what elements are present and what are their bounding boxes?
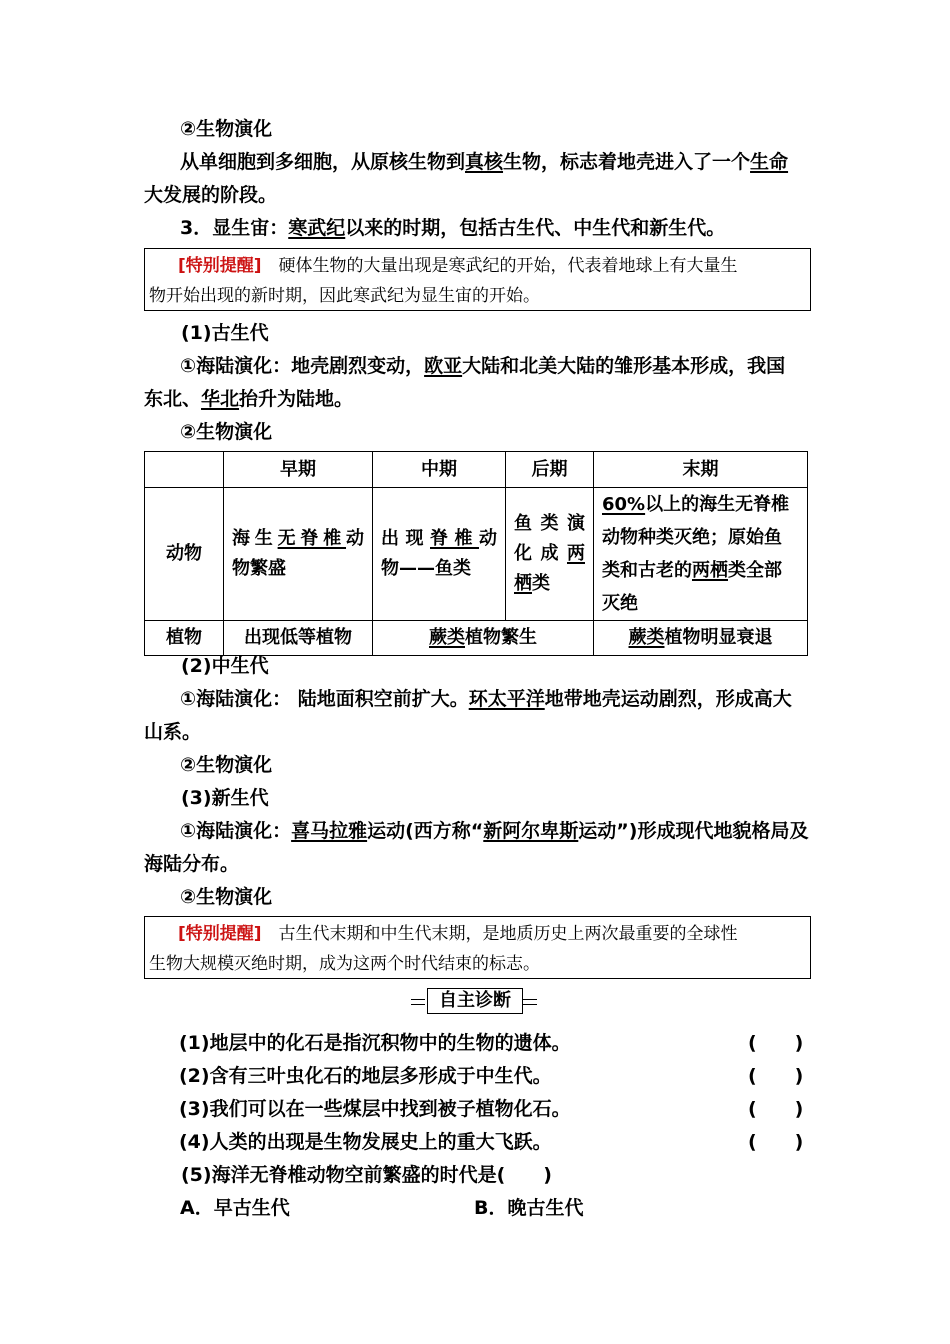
question-2: (2)含有三叶虫化石的地层多形成于中生代。: [179, 1065, 552, 1087]
question-4: (4)人类的出现是生物发展史上的重大飞跃。: [179, 1131, 552, 1153]
underlined-term: 华北: [201, 388, 240, 410]
question-3: (3)我们可以在一些煤层中找到被子植物化石。: [179, 1098, 571, 1120]
banner-right-bar: [523, 999, 537, 1005]
header-early: 早期: [224, 452, 373, 488]
cell-late-animal: 鱼类演 化成两 栖类: [506, 488, 594, 621]
row-label-animal: 动物: [145, 488, 224, 621]
question-1: (1)地层中的化石是指沉积物中的生物的遗体。: [179, 1032, 571, 1054]
header-late: 后期: [506, 452, 594, 488]
cell-early-plant: 出现低等植物: [224, 621, 373, 656]
cenozoic-land-sea-line1: ①海陆演化：喜马拉雅运动(西方称“新阿尔卑斯运动”)形成现代地貌格局及: [180, 820, 809, 842]
answer-blank-2[interactable]: ( ): [748, 1065, 804, 1087]
header-middle: 中期: [373, 452, 506, 488]
self-check-title: 自主诊断: [427, 988, 523, 1014]
bio-evolution-heading: ②生物演化: [180, 118, 273, 140]
paleozoic-evolution-table: [144, 451, 808, 656]
phanerozoic-item: 3．显生宙：寒武纪以来的时期，包括古生代、中生代和新生代。: [180, 217, 726, 239]
cell-early-animal: 海生无脊椎动 物繁盛: [224, 488, 373, 621]
answer-blank-1[interactable]: ( ): [748, 1032, 804, 1054]
cenozoic-land-sea-line2: 海陆分布。: [144, 853, 240, 875]
paleozoic-land-sea-line1: ①海陆演化：地壳剧烈变动，欧亚大陆和北美大陆的雏形基本形成，我国: [180, 355, 786, 377]
note-line2: 生物大规模灭绝时期，成为这两个时代结束的标志。: [149, 954, 540, 974]
mesozoic-land-sea-line2: 山系。: [144, 721, 202, 743]
cell-end-animal: 60%以上的海生无脊椎 动物种类灭绝；原始鱼 类和古老的两栖类全部 灭绝: [594, 488, 808, 621]
note-line2: 物开始出现的新时期，因此寒武纪为显生宙的开始。: [149, 286, 540, 306]
mesozoic-land-sea-line1: ①海陆演化： 陆地面积空前扩大。环太平洋地带地壳运动剧烈，形成高大: [180, 688, 792, 710]
question-5: (5)海洋无脊椎动物空前繁盛的时代是( ): [181, 1164, 552, 1186]
underlined-term: 新阿尔卑斯: [483, 820, 579, 842]
note-tag: [特别提醒]: [178, 256, 262, 276]
cell-mid-animal: 出现脊椎动 物——鱼类: [373, 488, 506, 621]
table-row-plant: [145, 621, 808, 656]
option-b[interactable]: B．晚古生代: [474, 1197, 584, 1219]
underlined-term: 寒武纪: [288, 217, 346, 239]
header-end: 末期: [594, 452, 808, 488]
mesozoic-bio-heading: ②生物演化: [180, 754, 273, 776]
banner-left-bar: [411, 999, 425, 1005]
underlined-term: 生命: [750, 151, 789, 173]
table-corner-cell: [145, 452, 224, 488]
cell-end-plant: 蕨类植物明显衰退: [594, 621, 808, 656]
note-tag: [特别提醒]: [178, 924, 262, 944]
row-label-plant: 植物: [145, 621, 224, 656]
paleozoic-bio-heading: ②生物演化: [180, 421, 273, 443]
paleozoic-heading: (1)古生代: [181, 322, 269, 344]
underlined-term: 喜马拉雅: [291, 820, 368, 842]
paleozoic-land-sea-line2: 东北、华北抬升为陆地。: [144, 388, 354, 410]
answer-blank-4[interactable]: ( ): [748, 1131, 804, 1153]
para-evolution-line2: 大发展的阶段。: [144, 184, 278, 206]
cell-midlate-plant: 蕨类植物繁生: [373, 621, 594, 656]
underlined-term: 欧亚: [424, 355, 463, 377]
option-a[interactable]: A．早古生代: [180, 1197, 290, 1219]
special-note-box-1: [144, 248, 811, 311]
self-check-banner: [411, 988, 539, 1014]
underlined-term: 真核: [465, 151, 504, 173]
answer-blank-3[interactable]: ( ): [748, 1098, 804, 1120]
underlined-term: 环太平洋: [468, 688, 545, 710]
mesozoic-heading: (2)中生代: [181, 655, 269, 677]
para-evolution-line1: 从单细胞到多细胞，从原核生物到真核生物，标志着地壳进入了一个生命: [180, 151, 789, 173]
cenozoic-heading: (3)新生代: [181, 787, 269, 809]
special-note-box-2: [144, 916, 811, 979]
table-row-animal: [145, 488, 808, 621]
table-header-row: [145, 452, 808, 488]
note-line1: [特别提醒] 硬体生物的大量出现是寒武纪的开始，代表着地球上有大量生: [178, 256, 738, 276]
cenozoic-bio-heading: ②生物演化: [180, 886, 273, 908]
note-line1: [特别提醒] 古生代末期和中生代末期，是地质历史上两次最重要的全球性: [178, 924, 738, 944]
